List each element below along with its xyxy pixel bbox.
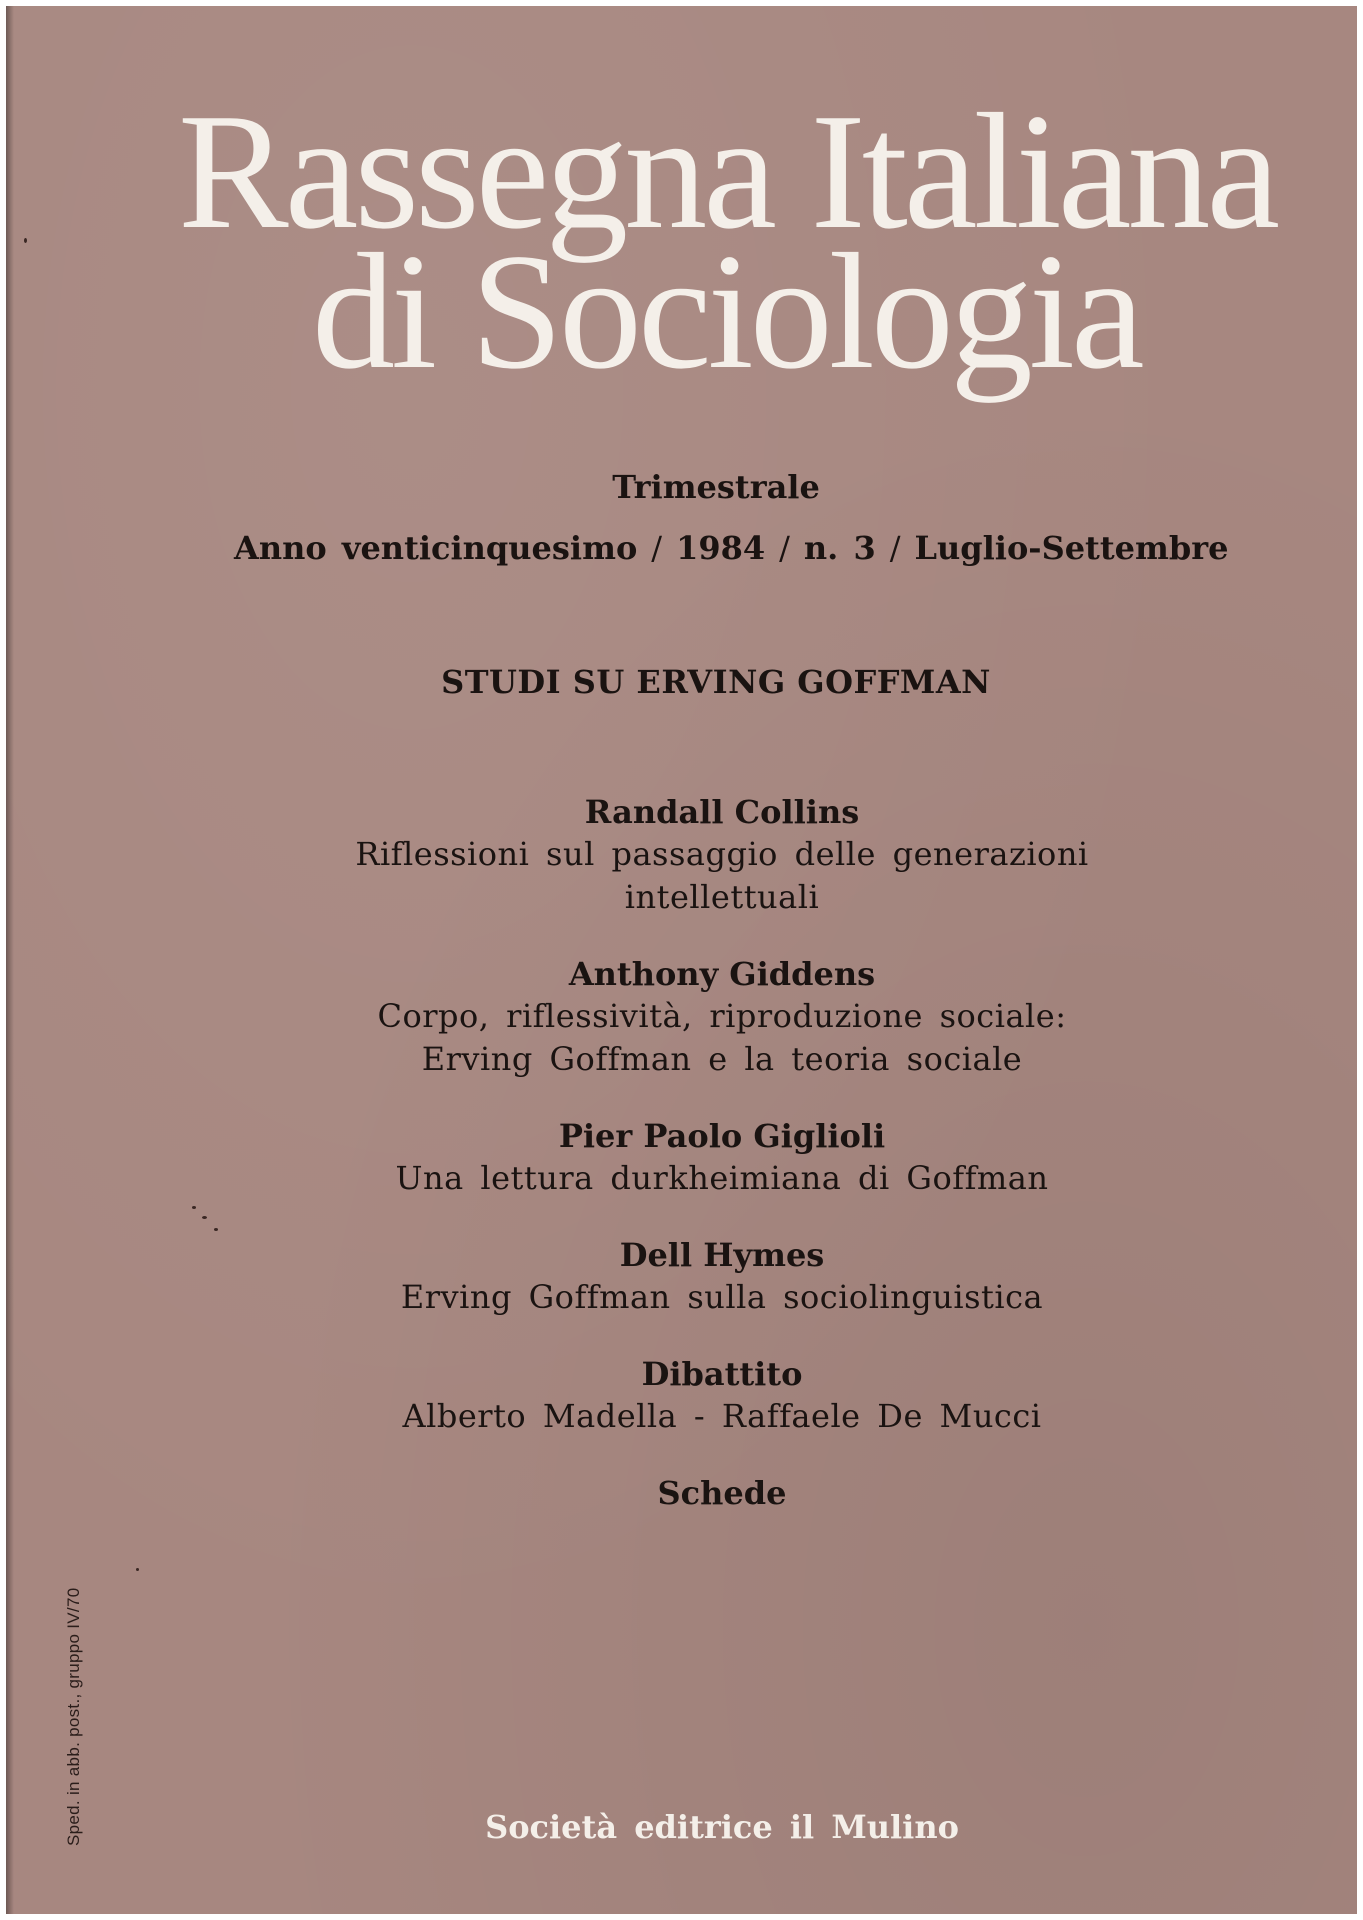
contents-entry xyxy=(6,1234,1357,1319)
publisher-name: Società editrice il Mulino xyxy=(485,1808,959,1846)
entry-title-line: intellettuali xyxy=(624,878,820,916)
entry-title-line: Erving Goffman e la teoria sociale xyxy=(421,1040,1023,1078)
journal-cover xyxy=(6,6,1357,1914)
issue-separator: / xyxy=(651,529,663,567)
entry-title-line: Alberto Madella - Raffaele De Mucci xyxy=(402,1397,1042,1435)
masthead-line-2: di Sociologia xyxy=(312,219,1141,403)
entry-author: Pier Paolo Giglioli xyxy=(558,1117,886,1155)
issue-year: 1984 xyxy=(676,529,766,567)
entry-title-line: Una lettura durkheimiana di Goffman xyxy=(395,1159,1049,1197)
entry-author: Dell Hymes xyxy=(619,1236,825,1274)
paper-speck xyxy=(136,1568,139,1571)
paper-speck xyxy=(24,238,27,243)
issue-period: Luglio-Settembre xyxy=(914,529,1229,567)
contents-entry xyxy=(6,791,1357,919)
issue-separator: / xyxy=(779,529,790,567)
issue-info xyxy=(234,529,1229,567)
paper-speck xyxy=(214,1228,218,1231)
masthead-title xyxy=(178,79,1278,403)
entry-author: Anthony Giddens xyxy=(568,955,876,993)
masthead-line-1: Rassegna Italiana xyxy=(178,79,1277,263)
contents-entry xyxy=(6,953,1357,1081)
schede-section: Schede xyxy=(657,1474,787,1512)
entry-title-line: Erving Goffman sulla sociolinguistica xyxy=(400,1278,1044,1316)
paper-speck xyxy=(202,1216,207,1219)
paper-speck xyxy=(192,1206,196,1209)
issue-theme: STUDI SU ERVING GOFFMAN xyxy=(441,663,991,701)
contents-entry xyxy=(6,1115,1357,1200)
issue-separator: / xyxy=(889,529,901,567)
entry-author: Dibattito xyxy=(641,1355,803,1393)
issue-number: n. 3 xyxy=(803,529,876,567)
entry-title-line: Corpo, riflessività, riproduzione sociale: xyxy=(377,997,1067,1035)
contents-entry xyxy=(6,1353,1357,1438)
issue-year-text: Anno venticinquesimo xyxy=(234,529,638,567)
postal-note: Sped. in abb. post., gruppo IV/70 xyxy=(64,1587,83,1846)
entry-author: Randall Collins xyxy=(584,793,860,831)
publication-frequency: Trimestrale xyxy=(612,468,820,506)
entry-title-line: Riflessioni sul passaggio delle generazioni xyxy=(355,835,1089,873)
table-of-contents xyxy=(6,791,1357,1514)
